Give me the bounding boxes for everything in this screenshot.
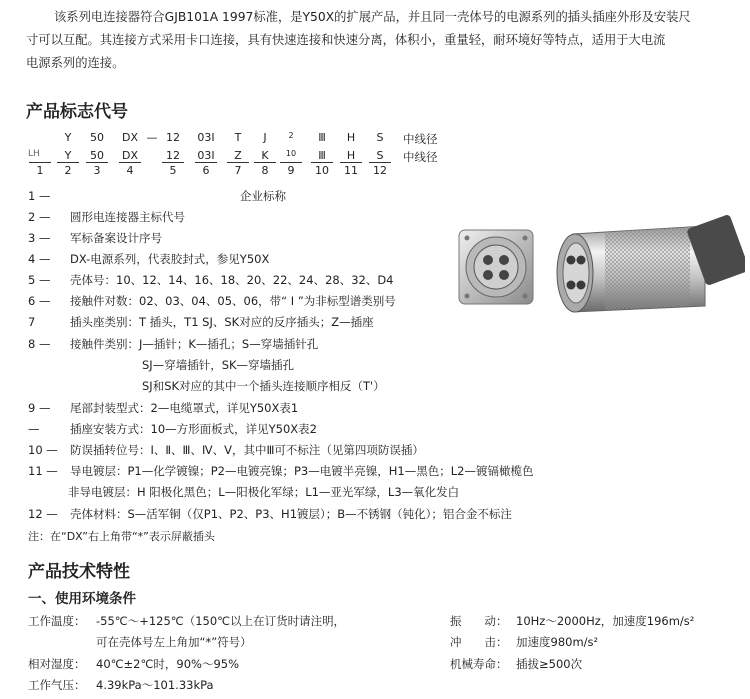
env-condition-label: 工作气压： xyxy=(28,678,86,692)
item-text: 接触件对数：02、03、04、05、06，带“ I ”为非标型谱类别号 xyxy=(70,294,396,308)
env-condition-row xyxy=(450,634,598,650)
explanation-item xyxy=(28,209,185,225)
code-row2-cell: S xyxy=(376,149,384,162)
env-condition-value: 可在壳体号左上角加“*”符号） xyxy=(96,635,252,649)
code-prefix: LH xyxy=(28,149,40,159)
item-text: 防误插转位号：Ⅰ、Ⅱ、Ⅲ、Ⅳ、Ⅴ，其中Ⅲ可不标注（见第四项防误插） xyxy=(70,443,424,457)
explanation-item xyxy=(28,188,286,204)
explanation-item xyxy=(28,463,533,479)
env-condition-row xyxy=(450,656,582,672)
code-index-number: 10 xyxy=(315,164,329,177)
intro-paragraph xyxy=(26,6,742,75)
explanation-item xyxy=(28,336,318,352)
code-underline xyxy=(119,162,141,163)
code-underline xyxy=(340,162,362,163)
code-underline xyxy=(195,162,217,163)
env-condition-label: 机械寿命： xyxy=(450,657,508,671)
item-number: 10 — xyxy=(28,443,58,457)
code-row1-cell: — xyxy=(146,131,158,144)
code-row2-cell: K xyxy=(261,149,269,162)
code-row2-cell: Z xyxy=(234,149,242,162)
code-index-number: 12 xyxy=(373,164,387,177)
code-row1-cell: H xyxy=(346,131,356,144)
item-number: 6 — xyxy=(28,294,51,308)
code-index-number: 9 xyxy=(287,164,295,177)
intro-line-3: 电源系列的连接。 xyxy=(26,56,125,70)
code-row2-tail: 中线径 xyxy=(403,150,438,164)
code-row2-cell: DX xyxy=(121,149,138,162)
item-number: 5 — xyxy=(28,273,51,287)
env-condition-row xyxy=(28,634,252,650)
code-row2-cell: 50 xyxy=(90,149,104,162)
code-row1-cell: 03I xyxy=(197,131,215,144)
item-text: 非导电镀层：H 阳极化黑色；L—阳极化军绿；L1—亚光军绿，L3—氧化发白 xyxy=(68,485,460,499)
intro-line-1: 该系列电连接器符合GJB101A 1997标准，是Y50X的扩展产品，并且同一壳体号的电源系列的插头插座外形及安装尺 xyxy=(54,10,691,24)
explanation-item xyxy=(28,272,394,288)
code-index-number: 3 xyxy=(93,164,101,177)
code-row2-cell: 03I xyxy=(197,149,215,162)
section-title-code: 产品标志代号 xyxy=(26,102,128,122)
item-number: 1 — xyxy=(28,189,51,203)
code-underline xyxy=(280,162,302,163)
env-condition-value: 插拔≥500次 xyxy=(516,657,583,671)
code-row1-cell: J xyxy=(263,131,267,144)
code-row2-cell: Ⅲ xyxy=(318,149,326,162)
code-index-number: 4 xyxy=(126,164,134,177)
section-title-tech: 产品技术特性 xyxy=(28,562,130,582)
env-condition-value: 加速度980m/s² xyxy=(516,635,599,649)
code-underline xyxy=(254,162,276,163)
item-text: DX-电源系列，代表胶封式，参见Y50X xyxy=(70,252,270,266)
code-index-number: 5 xyxy=(169,164,177,177)
code-row1-cell: 2 xyxy=(288,131,294,140)
env-condition-label: 工作温度： xyxy=(28,614,86,628)
code-row2-cell: H xyxy=(346,149,356,162)
explanation-item xyxy=(28,400,298,416)
env-condition-label: 相对湿度： xyxy=(28,657,86,671)
item-text: 插座安装方式：10—方形面板式，详见Y50X表2 xyxy=(70,422,317,436)
code-row1-cell: 50 xyxy=(90,131,104,144)
env-condition-row xyxy=(28,613,345,629)
item-text: SJ—穿墙插针，SK—穿墙插孔 xyxy=(142,358,295,372)
section-subtitle-env: 一、使用环境条件 xyxy=(28,591,136,607)
env-condition-row xyxy=(28,656,239,672)
code-row1-cell: DX xyxy=(121,131,138,144)
connector-photo xyxy=(455,212,745,322)
explanation-item xyxy=(28,421,317,437)
explanation-item xyxy=(28,442,424,458)
item-number: 11 — xyxy=(28,464,58,478)
item-number: 4 — xyxy=(28,252,51,266)
item-text: SJ和SK对应的其中一个插头连接顺序相反（T'） xyxy=(142,379,385,393)
item-text: 插头座类别：T 插头，T1 SJ、SK对应的反序插头；Z—插座 xyxy=(70,315,374,329)
explanation-item xyxy=(68,484,459,500)
code-row1-cell: 12 xyxy=(166,131,180,144)
code-underline xyxy=(311,162,333,163)
env-condition-row xyxy=(28,677,214,693)
code-row1-cell: T xyxy=(234,131,242,144)
code-row1-cell: S xyxy=(376,131,384,144)
code-row2-cell: 10 xyxy=(285,149,297,158)
explanation-item xyxy=(28,314,374,330)
explanation-item xyxy=(28,251,269,267)
intro-line-2: 寸可以互配。其连接方式采用卡口连接，具有快速连接和快速分离，体积小，重量轻，耐环境好等特点，适用于大电流 xyxy=(26,33,666,47)
item-number: 9 — xyxy=(28,401,51,415)
item-number: 7 xyxy=(28,315,36,329)
explanation-item xyxy=(28,293,396,309)
code-underline xyxy=(369,162,391,163)
item-text: 接触件类别：J—插针；K—插孔；S—穿墙插针孔 xyxy=(70,337,319,351)
item-number: 12 — xyxy=(28,507,58,521)
code-underline xyxy=(29,162,51,163)
code-index-number: 6 xyxy=(202,164,210,177)
explanation-item xyxy=(142,378,385,394)
env-condition-label: 冲 击： xyxy=(450,635,508,649)
code-underline xyxy=(227,162,249,163)
item-text: 军标备案设计序号 xyxy=(70,231,162,245)
env-condition-label: 振 动： xyxy=(450,614,508,628)
item-text: 圆形电连接器主标代号 xyxy=(70,210,185,224)
explanation-item xyxy=(28,506,512,522)
item-text: 企业标称 xyxy=(240,189,286,203)
item-number: — xyxy=(28,422,40,436)
shield-note: 注：在“DX”右上角带“*”表示屏蔽插头 xyxy=(28,530,215,543)
explanation-item xyxy=(142,357,294,373)
code-underline xyxy=(162,162,184,163)
item-text: 导电镀层：P1—化学镀镍；P2—电镀亮镍；P3—电镀半亮镍，H1—黑色；L2—镀镉橄榄色 xyxy=(70,464,534,478)
env-condition-value: 10Hz～2000Hz，加速度196m/s² xyxy=(516,614,695,628)
code-row2-cell: Y xyxy=(64,149,72,162)
env-condition-value: 40℃±2℃时，90%～95% xyxy=(96,657,240,671)
code-row1-cell: Ⅲ xyxy=(318,131,326,144)
code-index-number: 1 xyxy=(36,164,44,177)
code-index-number: 2 xyxy=(64,164,72,177)
env-condition-value: 4.39kPa～101.33kPa xyxy=(96,678,214,692)
env-condition-value: -55℃～+125℃（150℃以上在订货时请注明， xyxy=(96,614,346,628)
code-index-number: 11 xyxy=(344,164,358,177)
item-text: 尾部封装型式：2—电缆罩式，详见Y50X表1 xyxy=(70,401,299,415)
code-row2-cell: 12 xyxy=(166,149,180,162)
env-condition-row xyxy=(450,613,694,629)
explanation-item xyxy=(28,230,162,246)
code-row1-cell: Y xyxy=(64,131,72,144)
item-text: 壳体号：10、12、14、16、18、20、22、24、28、32、D4 xyxy=(70,273,394,287)
code-row1-tail: 中线径 xyxy=(403,132,438,146)
item-text: 壳体材料：S—活军铜（仅P1、P2、P3、H1镀层）；B—不锈钢（钝化）；铝合金不标注 xyxy=(70,507,512,521)
code-underline xyxy=(86,162,108,163)
item-number: 8 — xyxy=(28,337,51,351)
code-underline xyxy=(57,162,79,163)
code-index-number: 7 xyxy=(234,164,242,177)
code-index-number: 8 xyxy=(261,164,269,177)
item-number: 3 — xyxy=(28,231,51,245)
item-number: 2 — xyxy=(28,210,51,224)
